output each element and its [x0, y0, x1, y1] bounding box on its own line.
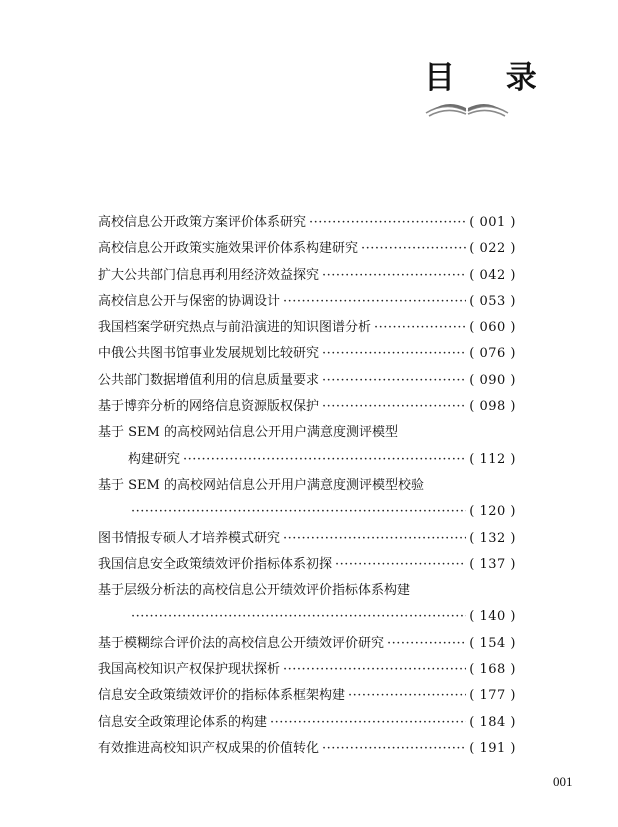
- toc-entry[interactable]: [98, 315, 516, 341]
- dot-leader: [283, 289, 466, 315]
- toc-entry-title: 信息安全政策理论体系的构建: [98, 714, 268, 730]
- toc-entry-title: 基于模糊综合评价法的高校信息公开绩效评价研究: [98, 635, 385, 651]
- toc-entry-page: ( 022 ): [469, 241, 516, 257]
- toc-entry[interactable]: [98, 736, 516, 762]
- toc-entry-page: ( 060 ): [469, 320, 516, 336]
- page-title: 目 录: [424, 60, 557, 96]
- toc-entry-title: 公共部门数据增值利用的信息质量要求: [98, 372, 320, 388]
- open-book-icon: [424, 97, 510, 117]
- toc-entry-page: ( 154 ): [469, 635, 516, 651]
- toc-entry-title: 高校信息公开政策方案评价体系研究: [98, 215, 307, 230]
- page-number: 001: [553, 774, 573, 789]
- toc-entry-page: ( 191 ): [469, 740, 516, 756]
- toc-entry[interactable]: [98, 368, 516, 394]
- dot-leader: [335, 552, 466, 578]
- toc-entry-page: ( 001 ): [469, 215, 516, 230]
- toc-entry[interactable]: [98, 341, 516, 367]
- toc-entry-title: 基于 SEM 的高校网站信息公开用户满意度测评模型校验: [98, 477, 424, 493]
- dot-leader: [322, 368, 466, 394]
- toc-entry-first-line[interactable]: [98, 420, 516, 446]
- toc-entry-title: 基于层级分析法的高校信息公开绩效评价指标体系构建: [98, 583, 411, 599]
- table-of-contents: [98, 210, 516, 762]
- toc-entry-page: ( 076 ): [469, 346, 516, 362]
- toc-entry-continuation[interactable]: [98, 604, 516, 630]
- dot-leader: [283, 526, 466, 552]
- toc-entry-page: ( 132 ): [469, 530, 516, 546]
- toc-entry-continuation[interactable]: [98, 499, 516, 525]
- dot-leader: [283, 657, 466, 683]
- toc-entry-title: 信息安全政策绩效评价的指标体系框架构建: [98, 688, 346, 704]
- toc-entry-first-line[interactable]: [98, 578, 516, 604]
- toc-entry-page: ( 177 ): [469, 688, 516, 704]
- dot-leader: [374, 315, 466, 341]
- toc-entry[interactable]: [98, 683, 516, 709]
- dot-leader: [131, 604, 466, 630]
- toc-entry-title: 高校信息公开与保密的协调设计: [98, 293, 281, 309]
- dot-leader: [322, 341, 466, 367]
- toc-entry[interactable]: [98, 394, 516, 420]
- toc-entry[interactable]: [98, 631, 516, 657]
- toc-entry-title: 高校信息公开政策实施效果评价体系构建研究: [98, 241, 359, 257]
- toc-entry-title: 我国信息安全政策绩效评价指标体系初探: [98, 556, 333, 572]
- toc-entry-title: 基于博弈分析的网络信息资源版权保护: [98, 399, 320, 415]
- toc-entry[interactable]: [98, 657, 516, 683]
- dot-leader: [270, 710, 466, 736]
- toc-entry[interactable]: [98, 263, 516, 289]
- toc-entry-page: ( 140 ): [469, 609, 516, 625]
- dot-leader: [131, 499, 466, 525]
- toc-entry-title: 我国档案学研究热点与前沿演进的知识图谱分析: [98, 320, 372, 336]
- toc-entry-title: 我国高校知识产权保护现状探析: [98, 662, 281, 678]
- toc-entry-first-line[interactable]: [98, 473, 516, 499]
- toc-entry-page: ( 137 ): [469, 556, 516, 572]
- toc-entry-page: ( 053 ): [469, 293, 516, 309]
- toc-entry-page: ( 120 ): [469, 504, 516, 520]
- dot-leader: [348, 683, 466, 709]
- dot-leader: [322, 736, 466, 762]
- dot-leader: [361, 236, 466, 262]
- toc-entry-page: ( 098 ): [469, 399, 516, 415]
- toc-entry-page: ( 112 ): [469, 451, 516, 467]
- toc-entry-title-cont: 构建研究: [128, 451, 181, 467]
- toc-entry-page: ( 090 ): [469, 372, 516, 388]
- toc-entry[interactable]: [98, 210, 516, 236]
- toc-entry-page: ( 168 ): [469, 662, 516, 678]
- toc-entry-page: ( 042 ): [469, 267, 516, 283]
- toc-entry-title: 扩大公共部门信息再利用经济效益探究: [98, 267, 320, 283]
- toc-entry[interactable]: [98, 710, 516, 736]
- dot-leader: [309, 210, 466, 236]
- toc-entry-page: ( 184 ): [469, 714, 516, 730]
- dot-leader: [322, 263, 466, 289]
- dot-leader: [322, 394, 466, 420]
- toc-entry-title: 图书情报专硕人才培养模式研究: [98, 530, 281, 546]
- toc-entry[interactable]: [98, 236, 516, 262]
- toc-entry-continuation[interactable]: [98, 447, 516, 473]
- toc-entry-title: 中俄公共图书馆事业发展规划比较研究: [98, 346, 320, 362]
- toc-entry[interactable]: [98, 289, 516, 315]
- dot-leader: [387, 631, 466, 657]
- toc-entry-title: 基于 SEM 的高校网站信息公开用户满意度测评模型: [98, 425, 398, 441]
- toc-entry-title: 有效推进高校知识产权成果的价值转化: [98, 740, 320, 756]
- dot-leader: [183, 447, 466, 473]
- toc-entry[interactable]: [98, 526, 516, 552]
- toc-entry[interactable]: [98, 552, 516, 578]
